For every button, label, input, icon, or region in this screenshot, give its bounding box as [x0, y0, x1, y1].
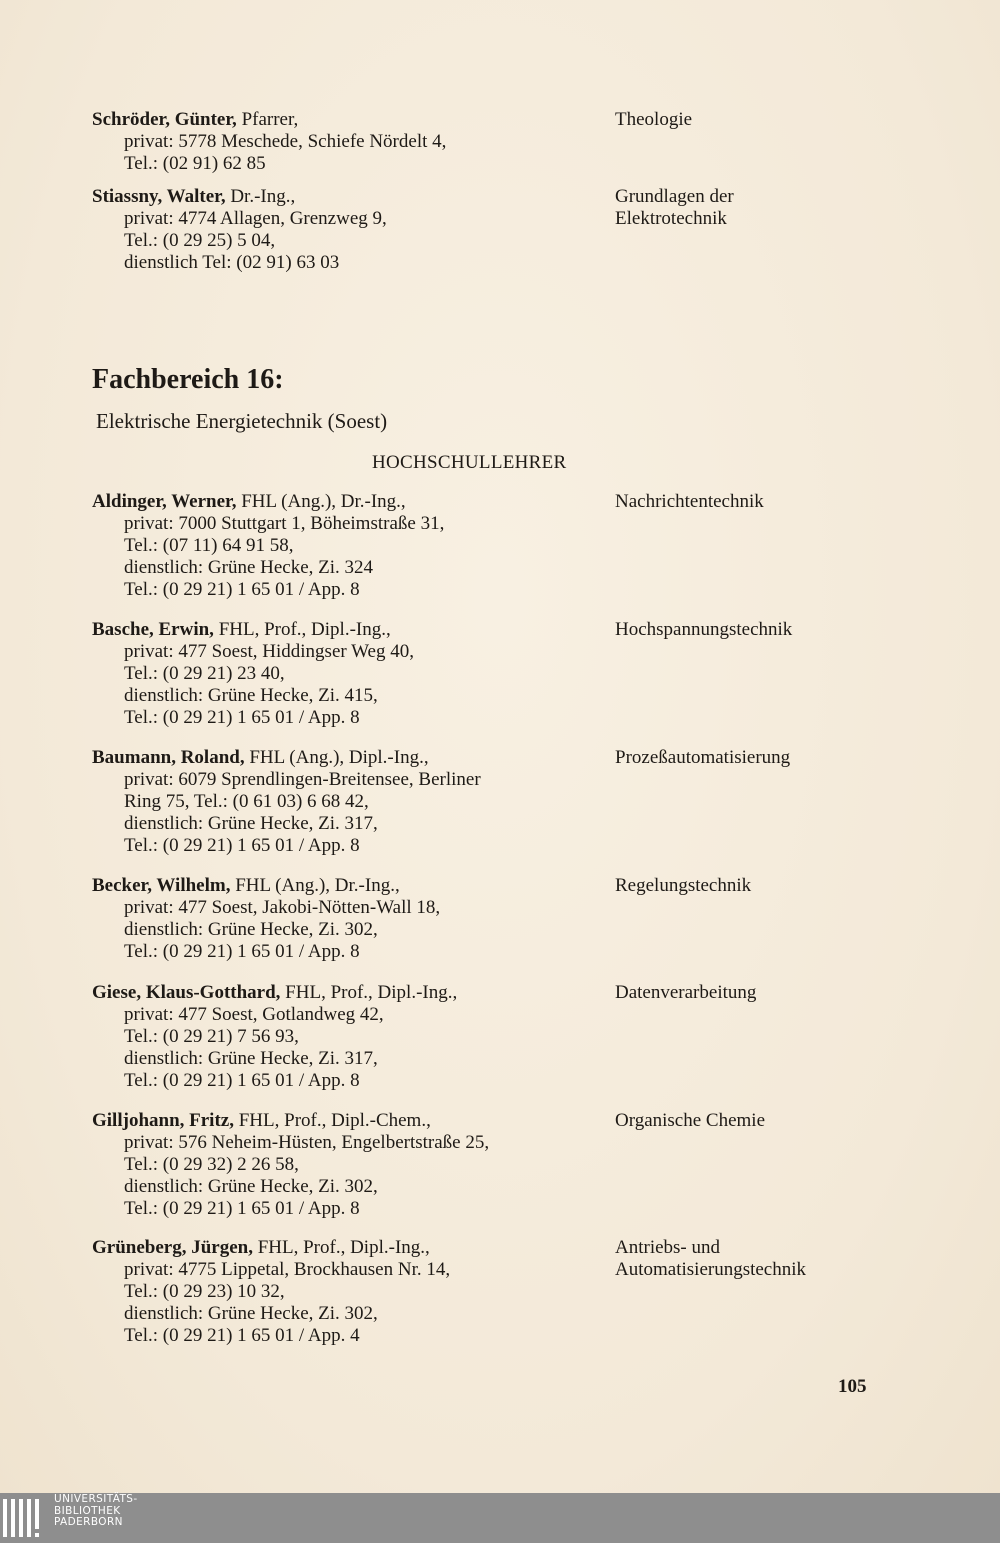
fachbereich-title: Fachbereich 16: — [92, 364, 284, 395]
entry-details — [92, 1237, 607, 1347]
entry-line: Tel.: (0 29 21) 1 65 01 / App. 8 — [124, 707, 360, 728]
entry-first-line — [92, 1110, 607, 1132]
entry-line: Tel.: (0 29 32) 2 26 58, — [124, 1154, 299, 1175]
entry-first-line — [92, 186, 607, 208]
subject-line: Hochspannungstechnik — [615, 619, 793, 640]
subject-line: Automatisierungstechnik — [615, 1259, 807, 1280]
person-title: FHL (Ang.), Dr.-Ing., — [230, 875, 400, 896]
subject-line: Theologie — [615, 109, 693, 130]
subject-line: Grundlagen der — [615, 186, 734, 207]
entry-line: privat: 5778 Meschede, Schiefe Nördelt 4, — [124, 131, 447, 152]
subject-area — [615, 1237, 895, 1281]
person-name: Basche, Erwin, — [92, 619, 214, 640]
entry-line: dienstlich: Grüne Hecke, Zi. 324 — [124, 557, 374, 578]
section-heading: HOCHSCHULLEHRER — [372, 452, 567, 473]
person-title: Dr.-Ing., — [225, 186, 296, 207]
subject-line: Datenverarbeitung — [615, 982, 757, 1003]
entry-line: privat: 477 Soest, Gotlandweg 42, — [124, 1004, 384, 1025]
person-name: Grüneberg, Jürgen, — [92, 1237, 253, 1258]
entry-line: dienstlich: Grüne Hecke, Zi. 415, — [124, 685, 378, 706]
entry-first-line — [92, 491, 607, 513]
person-name: Baumann, Roland, — [92, 747, 245, 768]
entry-line: privat: 4775 Lippetal, Brockhausen Nr. 14, — [124, 1259, 451, 1280]
entry-line: Tel.: (0 29 21) 1 65 01 / App. 8 — [124, 941, 360, 962]
entry-details — [92, 491, 607, 601]
entry-line: privat: 477 Soest, Jakobi-Nötten-Wall 18, — [124, 897, 441, 918]
subject-area — [615, 1110, 895, 1132]
entry-details — [92, 875, 607, 963]
entry-first-line — [92, 875, 607, 897]
library-name-line: UNIVERSITÄTS- — [54, 1493, 138, 1505]
entry-details — [92, 982, 607, 1092]
entry-line: Tel.: (0 29 21) 1 65 01 / App. 8 — [124, 1198, 360, 1219]
library-name — [54, 1494, 138, 1529]
library-name-line: PADERBORN — [54, 1516, 123, 1528]
entry-line: dienstlich: Grüne Hecke, Zi. 302, — [124, 1176, 378, 1197]
entry-first-line — [92, 109, 607, 131]
entry-line: dienstlich: Grüne Hecke, Zi. 317, — [124, 813, 378, 834]
subject-area — [615, 875, 895, 897]
page-number: 105 — [838, 1376, 867, 1397]
entry-line: Tel.: (0 29 21) 1 65 01 / App. 4 — [124, 1325, 360, 1346]
subject-area — [615, 186, 895, 230]
entry-first-line — [92, 982, 607, 1004]
entry-line: privat: 4774 Allagen, Grenzweg 9, — [124, 208, 387, 229]
subject-area — [615, 982, 895, 1004]
library-logo-icon — [2, 1496, 48, 1542]
subject-line: Regelungstechnik — [615, 875, 752, 896]
subject-area — [615, 747, 895, 769]
subject-line: Nachrichtentechnik — [615, 491, 764, 512]
person-title: FHL (Ang.), Dr.-Ing., — [236, 491, 406, 512]
entry-details — [92, 619, 607, 729]
entry-line: privat: 477 Soest, Hiddingser Weg 40, — [124, 641, 414, 662]
fachbereich-subtitle: Elektrische Energietechnik (Soest) — [96, 409, 388, 433]
person-name: Gilljohann, Fritz, — [92, 1110, 234, 1131]
entry-line: dienstlich: Grüne Hecke, Zi. 302, — [124, 919, 378, 940]
person-title: Pfarrer, — [236, 109, 299, 130]
entry-first-line — [92, 619, 607, 641]
subject-line: Antriebs- und — [615, 1237, 721, 1258]
entry-line: Tel.: (0 29 21) 7 56 93, — [124, 1026, 299, 1047]
person-name: Aldinger, Werner, — [92, 491, 237, 512]
person-name: Becker, Wilhelm, — [92, 875, 231, 896]
entry-line: dienstlich Tel: (02 91) 63 03 — [124, 252, 340, 273]
person-name: Schröder, Günter, — [92, 109, 237, 130]
entry-first-line — [92, 747, 607, 769]
entry-details — [92, 747, 607, 857]
entry-details — [92, 186, 607, 274]
entry-line: dienstlich: Grüne Hecke, Zi. 317, — [124, 1048, 378, 1069]
entry-line: Ring 75, Tel.: (0 61 03) 6 68 42, — [124, 791, 369, 812]
entry-line: dienstlich: Grüne Hecke, Zi. 302, — [124, 1303, 378, 1324]
person-name: Giese, Klaus-Gotthard, — [92, 982, 281, 1003]
library-footer — [0, 1493, 1000, 1543]
subject-area — [615, 491, 895, 513]
person-title: FHL, Prof., Dipl.-Ing., — [252, 1237, 430, 1258]
person-title: FHL, Prof., Dipl.-Chem., — [233, 1110, 431, 1131]
person-title: FHL, Prof., Dipl.-Ing., — [280, 982, 458, 1003]
entry-line: Tel.: (0 29 21) 23 40, — [124, 663, 285, 684]
entry-line: privat: 6079 Sprendlingen-Breitensee, Berliner — [124, 769, 481, 790]
library-name-line: BIBLIOTHEK — [54, 1504, 121, 1517]
entry-details — [92, 109, 607, 175]
subject-area — [615, 619, 895, 641]
subject-line: Organische Chemie — [615, 1110, 766, 1131]
entry-line: Tel.: (0 29 23) 10 32, — [124, 1281, 285, 1302]
person-name: Stiassny, Walter, — [92, 186, 226, 207]
entry-line: privat: 7000 Stuttgart 1, Böheimstraße 31, — [124, 513, 445, 534]
entry-line: Tel.: (0 29 21) 1 65 01 / App. 8 — [124, 835, 360, 856]
subject-line: Prozeßautomatisierung — [615, 747, 791, 768]
person-title: FHL (Ang.), Dipl.-Ing., — [244, 747, 429, 768]
entry-line: Tel.: (0 29 25) 5 04, — [124, 230, 276, 251]
entry-line: Tel.: (0 29 21) 1 65 01 / App. 8 — [124, 1070, 360, 1091]
entry-line: Tel.: (0 29 21) 1 65 01 / App. 8 — [124, 579, 360, 600]
entry-details — [92, 1110, 607, 1220]
entry-first-line — [92, 1237, 607, 1259]
subject-line: Elektrotechnik — [615, 208, 727, 229]
entry-line: Tel.: (02 91) 62 85 — [124, 153, 266, 174]
subject-area — [615, 109, 895, 131]
person-title: FHL, Prof., Dipl.-Ing., — [213, 619, 391, 640]
entry-line: privat: 576 Neheim-Hüsten, Engelbertstraße 25, — [124, 1132, 490, 1153]
entry-line: Tel.: (07 11) 64 91 58, — [124, 535, 294, 556]
